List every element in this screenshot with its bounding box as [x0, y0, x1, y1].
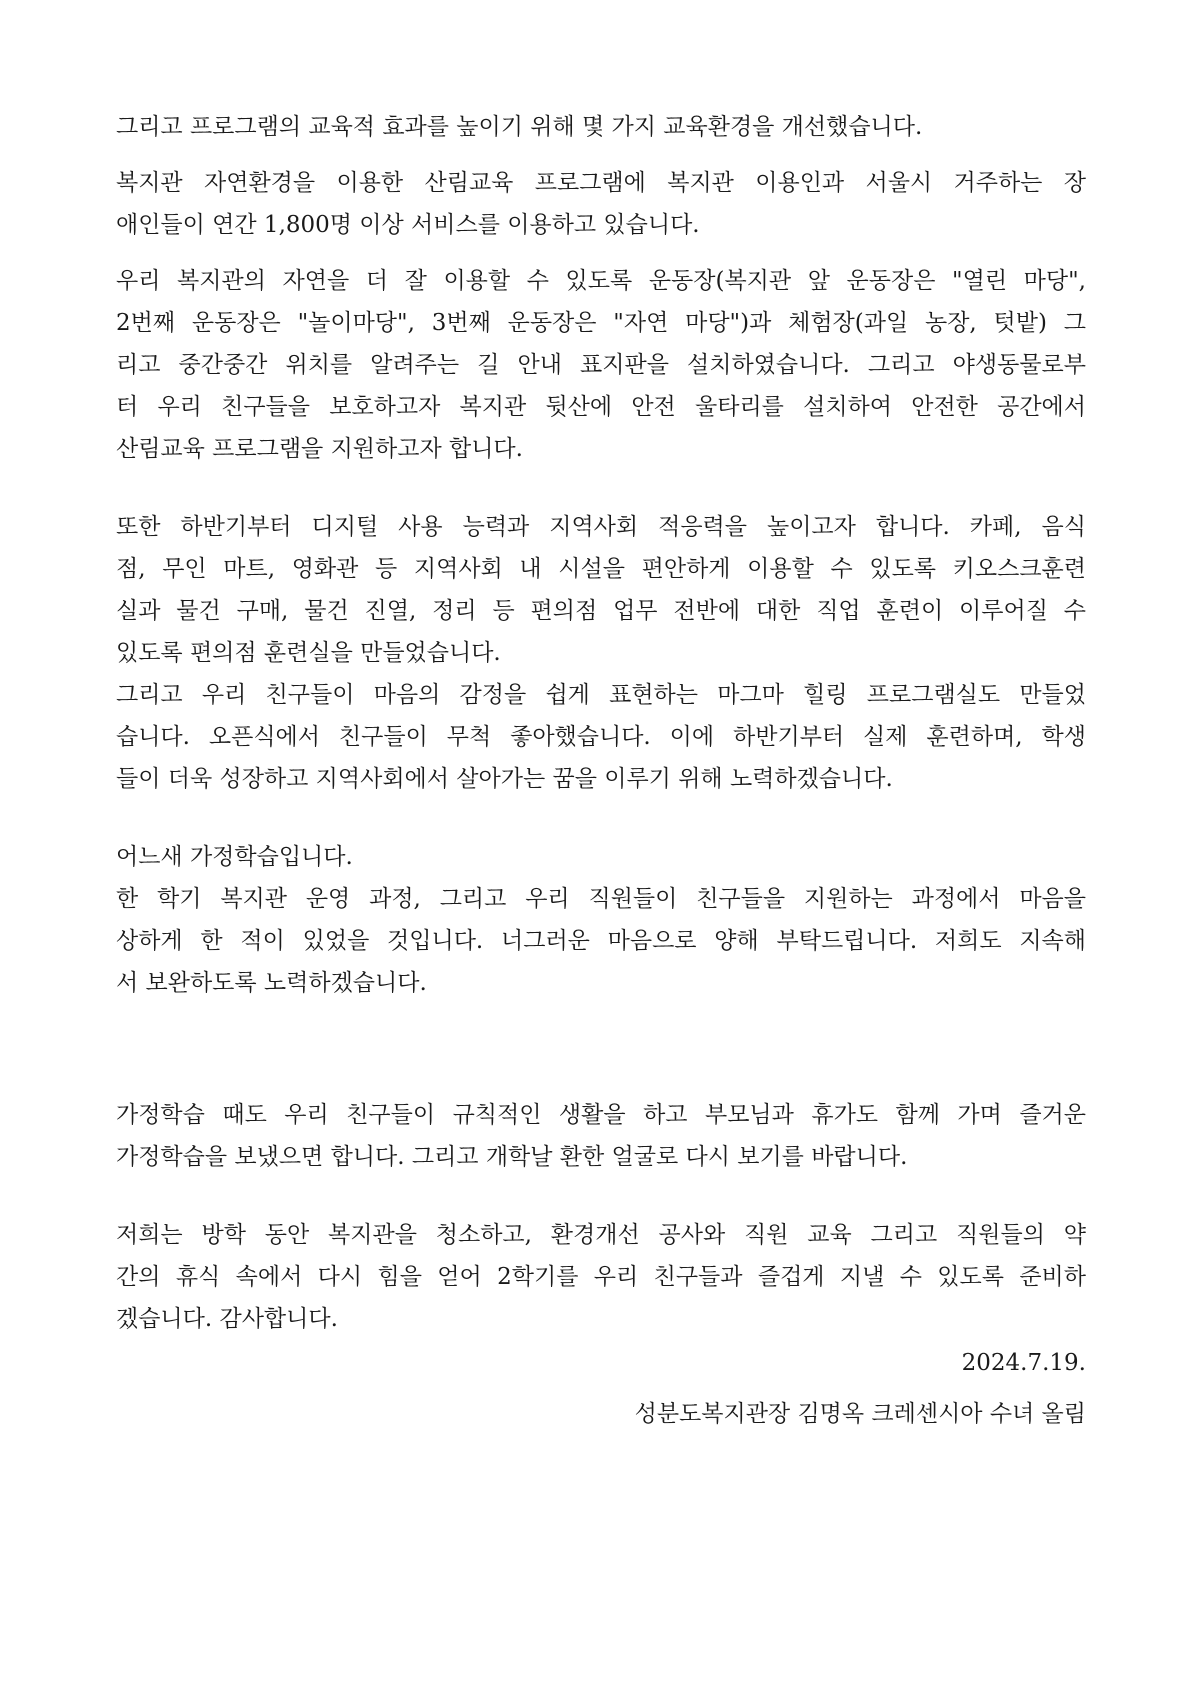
text-line: 겠습니다. 감사합니다. — [116, 1306, 338, 1332]
text-line: 들이 더욱 성장하고 지역사회에서 살아가는 꿈을 이루기 위해 노력하겠습니다. — [116, 766, 893, 792]
text-line: 또한 하반기부터 디지털 사용 능력과 지역사회 적응력을 높이고자 합니다. 카페, 음식 — [116, 514, 1086, 540]
text-line: 간의 휴식 속에서 다시 힘을 얻어 2학기를 우리 친구들과 즐겁게 지낼 수 있도록 준비하 — [116, 1264, 1086, 1290]
text-line: 2번째 운동장은 "놀이마당", 3번째 운동장은 "자연 마당")과 체험장(과일 농장, 텃밭) 그 — [116, 310, 1086, 336]
paragraph-digital-training — [116, 506, 1086, 674]
text-line: 그리고 우리 친구들이 마음의 감정을 쉽게 표현하는 마그마 힐링 프로그램실도 만들었 — [116, 682, 1086, 708]
text-line: 실과 물건 구매, 물건 진열, 정리 등 편의점 업무 전반에 대한 직업 훈련이 이루어질 수 — [116, 598, 1086, 624]
paragraph-vacation-wishes — [116, 1094, 1086, 1178]
text-line: 서 보완하도록 노력하겠습니다. — [116, 970, 427, 996]
text-line: 있도록 편의점 훈련실을 만들었습니다. — [116, 640, 501, 666]
paragraph-playground-facilities — [116, 260, 1086, 470]
letter-signature: 성분도복지관장 김명옥 크레센시아 수녀 올림 — [634, 1401, 1086, 1427]
text-line: 가정학습 때도 우리 친구들이 규칙적인 생활을 하고 부모님과 휴가도 함께 가며 즐거운 — [116, 1102, 1086, 1128]
text-line: 복지관 자연환경을 이용한 산림교육 프로그램에 복지관 이용인과 서울시 거주하는 장 — [116, 170, 1086, 196]
paragraph-home-study — [116, 836, 1086, 878]
paragraph-apology — [116, 878, 1086, 1004]
paragraph-closing-thanks — [116, 1214, 1086, 1340]
letter-body — [116, 106, 1086, 1340]
text-line: 터 우리 친구들을 보호하고자 복지관 뒷산에 안전 울타리를 설치하여 안전한 공간에서 — [116, 394, 1086, 420]
letter-date: 2024.7.19. — [961, 1350, 1086, 1376]
text-line: 어느새 가정학습입니다. — [116, 844, 353, 870]
text-line: 한 학기 복지관 운영 과정, 그리고 우리 직원들이 친구들을 지원하는 과정에서 마음을 — [116, 886, 1086, 912]
text-line: 우리 복지관의 자연을 더 잘 이용할 수 있도록 운동장(복지관 앞 운동장은 "열린 마당", — [116, 268, 1086, 294]
text-line: 그리고 프로그램의 교육적 효과를 높이기 위해 몇 가지 교육환경을 개선했습니다. — [116, 114, 923, 140]
paragraph-improvements-intro — [116, 106, 1086, 148]
text-line: 산림교육 프로그램을 지원하고자 합니다. — [116, 436, 523, 462]
text-line: 점, 무인 마트, 영화관 등 지역사회 내 시설을 편안하게 이용할 수 있도록 키오스크훈련 — [116, 556, 1086, 582]
text-line: 저희는 방학 동안 복지관을 청소하고, 환경개선 공사와 직원 교육 그리고 직원들의 약 — [116, 1222, 1086, 1248]
paragraph-forest-education — [116, 162, 1086, 246]
text-line: 상하게 한 적이 있었을 것입니다. 너그러운 마음으로 양해 부탁드립니다. 저희도 지속해 — [116, 928, 1086, 954]
text-line: 애인들이 연간 1,800명 이상 서비스를 이용하고 있습니다. — [116, 212, 700, 238]
paragraph-healing-program — [116, 674, 1086, 800]
text-line: 리고 중간중간 위치를 알려주는 길 안내 표지판을 설치하였습니다. 그리고 야생동물로부 — [116, 352, 1086, 378]
text-line: 가정학습을 보냈으면 합니다. 그리고 개학날 환한 얼굴로 다시 보기를 바랍니다. — [116, 1144, 908, 1170]
text-line: 습니다. 오픈식에서 친구들이 무척 좋아했습니다. 이에 하반기부터 실제 훈련하며, 학생 — [116, 724, 1086, 750]
